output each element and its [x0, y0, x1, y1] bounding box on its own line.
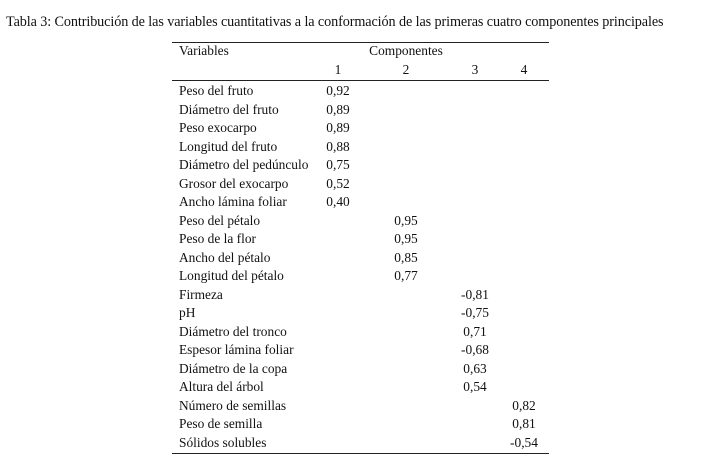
variable-name: Diámetro del pedúnculo	[179, 157, 309, 172]
loading-value-component-2: 0,95	[394, 231, 418, 246]
table-row	[0, 157, 717, 176]
table-row	[0, 287, 717, 306]
table-row	[0, 231, 717, 250]
variable-name: Sólidos solubles	[179, 434, 267, 450]
variable-name: Ancho del pétalo	[179, 249, 271, 265]
variable-name: Espesor lámina foliar	[179, 342, 294, 357]
header-column-2: 2	[402, 62, 410, 77]
loading-value-component-1: 0,40	[326, 194, 350, 209]
table-row	[0, 83, 717, 102]
variable-name: Número de semillas	[179, 397, 287, 413]
header-componentes: Componentes	[369, 43, 443, 58]
header-column-1: 1	[334, 62, 342, 77]
loading-value-component-1: 0,75	[326, 157, 350, 172]
variable-name: Firmeza	[179, 286, 223, 302]
table-row	[0, 268, 717, 287]
loading-value-component-2: 0,95	[394, 212, 418, 228]
table-bottom-rule	[172, 453, 549, 454]
loading-value-component-2: 0,77	[394, 268, 418, 283]
table-row	[0, 324, 717, 343]
table-row	[0, 435, 717, 454]
loading-value-component-1: 0,52	[326, 175, 350, 191]
loading-value-component-3: 0,63	[463, 360, 487, 376]
variable-name: Longitud del pétalo	[179, 268, 284, 283]
variable-name: Diámetro de la copa	[179, 360, 288, 376]
loading-value-component-1: 0,89	[326, 101, 350, 117]
table-row	[0, 379, 717, 398]
variable-name: Peso del pétalo	[179, 212, 261, 228]
variable-name: Peso de la flor	[179, 231, 256, 246]
loading-value-component-3: -0,68	[461, 342, 489, 357]
header-column-4: 4	[520, 62, 528, 77]
table-row	[0, 361, 717, 380]
loading-value-component-3: -0,75	[461, 305, 489, 320]
table-row	[0, 102, 717, 121]
loading-value-component-4: 0,82	[512, 397, 536, 413]
variable-name: Ancho lámina foliar	[179, 194, 287, 209]
loading-value-component-2: 0,85	[394, 249, 418, 265]
header-variables: Variables	[179, 43, 229, 58]
table-caption: Tabla 3: Contribución de las variables cuantitativas a la conformación de las primeras cuatro componentes principales	[6, 14, 664, 30]
loading-value-component-3: -0,81	[461, 286, 489, 302]
table-row	[0, 139, 717, 158]
variable-name: pH	[179, 305, 196, 320]
loading-value-component-4: 0,81	[512, 416, 536, 431]
table-row	[0, 416, 717, 435]
table-row	[0, 213, 717, 232]
loading-value-component-1: 0,89	[326, 120, 350, 135]
header-column-3: 3	[471, 62, 479, 77]
variable-name: Peso exocarpo	[179, 120, 257, 135]
table-row	[0, 250, 717, 269]
table-row	[0, 342, 717, 361]
variable-name: Grosor del exocarpo	[179, 175, 289, 191]
table-row	[0, 120, 717, 139]
loading-value-component-3: 0,71	[463, 323, 487, 339]
table-row	[0, 176, 717, 195]
variable-name: Peso del fruto	[179, 83, 254, 98]
variable-name: Diámetro del fruto	[179, 101, 279, 117]
variable-name: Longitud del fruto	[179, 138, 278, 154]
variable-name: Diámetro del tronco	[179, 323, 287, 339]
variable-name: Peso de semilla	[179, 416, 263, 431]
loading-value-component-1: 0,92	[326, 83, 350, 98]
table-row	[0, 194, 717, 213]
variable-name: Altura del árbol	[179, 379, 264, 394]
loading-value-component-4: -0,54	[510, 434, 538, 450]
table-header-rule	[172, 80, 549, 81]
table-row	[0, 398, 717, 417]
table-body	[0, 83, 717, 453]
table-row	[0, 305, 717, 324]
loading-value-component-1: 0,88	[326, 138, 350, 154]
loading-value-component-3: 0,54	[463, 379, 487, 394]
